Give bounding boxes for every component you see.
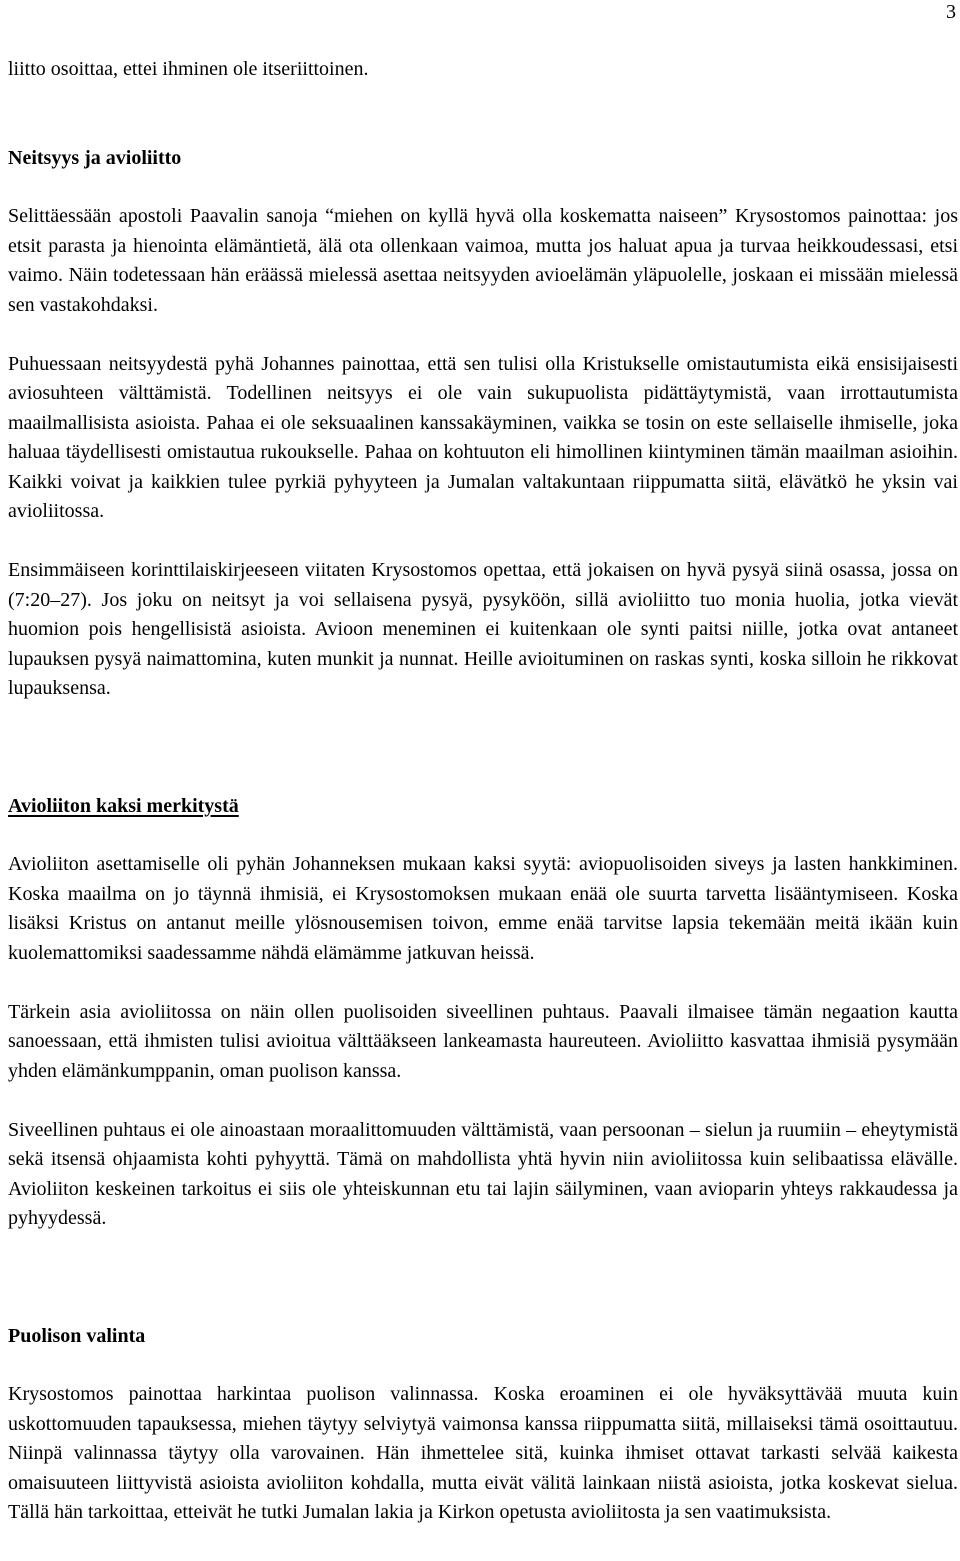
paragraph: Selittäessään apostoli Paavalin sanoja “miehen on kyllä hyvä olla koskematta naiseen” Krysostomos painottaa: jos etsit parasta ja hienointa elämäntietä, älä ota ollenkaan vaimoa, mutta jos haluat apua ja turvaa heikkoudessasi, etsi vaimo. Näin todetessaan hän eräässä mielessä asettaa neitsyyden avioelämän yläpuolelle, joskaan ei missään mielessä sen vastakohdaksi. bbox=[8, 205, 958, 316]
section-heading-avioliiton-merkitys: Avioliiton kaksi merkitystä bbox=[8, 794, 239, 817]
paragraph-continuation: liitto osoittaa, ettei ihminen ole itseriittoinen. bbox=[8, 58, 369, 80]
paragraph: Krysostomos painottaa harkintaa puolison valinnassa. Koska eroaminen ei ole hyväksyttävää muuta kuin uskottomuuden tapauksessa, miehen täytyy selviytyä vaimonsa kanssa riippumatta siitä, millaiseksi tämä osoittautuu. Niinpä valinnassa täytyy olla varovainen. Hän ihmettelee sitä, kuinka ihmiset ottavat tarkasti selvää kaikesta omaisuuteen liittyvistä asioista avioliiton kohdalla, mutta eivät välitä lainkaan niistä asioista, jotka koskevat sielua. Tällä hän tarkoittaa, etteivät he tutki Jumalan lakia ja Kirkon opetusta avioliitosta ja sen vaatimuksista. bbox=[8, 1383, 958, 1523]
paragraph: Tärkein asia avioliitossa on näin ollen puolisoiden siveellinen puhtaus. Paavali ilmaisee tämän negaation kautta sanoessaan, että ihmisten tulisi avioitua välttääkseen lankeamasta haureuteen. Avioliitto kasvattaa ihmisiä pysymään yhden elämänkumppanin, oman puolison kanssa. bbox=[8, 1000, 958, 1082]
paragraph: Avioliiton asettamiselle oli pyhän Johanneksen mukaan kaksi syytä: aviopuolisoiden siveys ja lasten hankkiminen. Koska maailma on jo täynnä ihmisiä, ei Krysostomoksen mukaan enää ole suurta tarvetta lisääntymiseen. Koska lisäksi Kristus on antanut meille ylösnousemisen toivon, emme enää tarvitse lapsia tekemään meitä ikään kuin kuolemattomiksi saadessamme nähdä elämämme jatkuvan heissä. bbox=[8, 853, 958, 964]
page-number: 3 bbox=[946, 1, 956, 23]
section-heading-puolison-valinta: Puolison valinta bbox=[8, 1324, 146, 1347]
document-body bbox=[8, 55, 958, 1528]
section-heading-neitsyys: Neitsyys ja avioliitto bbox=[8, 146, 182, 169]
paragraph: Siveellinen puhtaus ei ole ainoastaan moraalittomuuden välttämistä, vaan persoonan – sielun ja ruumiin – eheytymistä sekä itsensä ohjaamista kohti pyhyyttä. Tämä on mahdollista yhtä hyvin niin avioliitossa kuin selibaatissa elävälle. Avioliiton keskeinen tarkoitus ei siis ole yhteiskunnan etu tai lajin säilyminen, vaan avioparin yhteys rakkaudessa ja pyhyydessä. bbox=[8, 1118, 958, 1229]
paragraph: Puhuessaan neitsyydestä pyhä Johannes painottaa, että sen tulisi olla Kristukselle omistautumista eikä ensisijaisesti aviosuhteen välttämistä. Todellinen neitsyys ei ole vain sukupuolista pidättäytymistä, vaan irrottautumista maailmallisista asioista. Pahaa ei ole seksuaalinen kanssakäyminen, vaikka se tosin on este sellaiselle ihmiselle, joka haluaa täydellisesti omistautua rukoukselle. Pahaa on kohtuuton eli himollinen kiintyminen tämän maailman asioihin. Kaikki voivat ja kaikkien tulee pyrkiä pyhyyteen ja Jumalan valtakuntaan riippumatta siitä, elävätkö he yksin vai avioliitossa. bbox=[8, 352, 958, 522]
paragraph: Ensimmäiseen korinttilaiskirjeeseen viitaten Krysostomos opettaa, että jokaisen on hyvä pysyä siinä osassa, jossa on (7:20–27). Jos joku on neitsyt ja voi sellaisena pysyä, pysyköön, sillä avioliitto tuo monia huolia, jotka vievät huomion pois hengellisistä asioista. Avioon meneminen ei kuitenkaan ole synti paitsi niille, jotka ovat antaneet lupauksen pysyä naimattomina, kuten munkit ja nunnat. Heille avioituminen on raskas synti, koska silloin he rikkovat lupauksensa. bbox=[8, 559, 958, 699]
